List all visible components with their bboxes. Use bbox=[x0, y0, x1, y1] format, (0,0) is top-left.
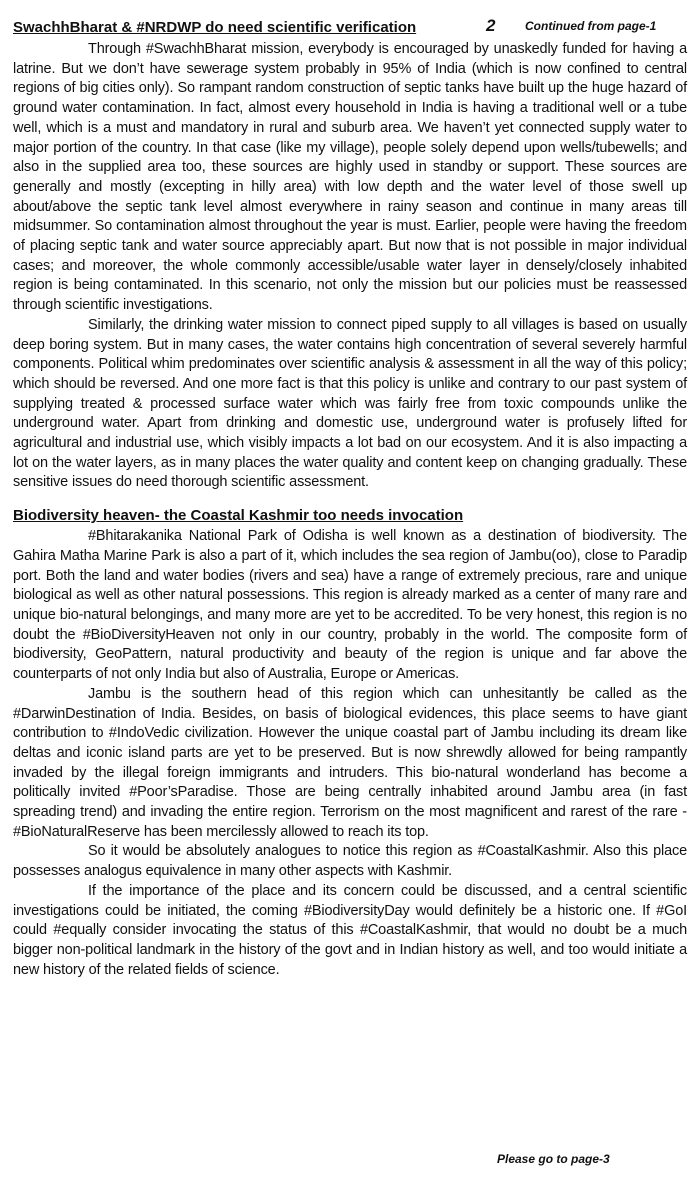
section2-body bbox=[13, 527, 687, 980]
section-divider-space bbox=[13, 493, 687, 506]
section2-paragraph-4: If the importance of the place and its concern could be discussed, and a central scientific investigations could be initiated, the coming #BiodiversityDay would definitely be a historic one. If #GoI could #equally consider invocating the status of this #CoastalKashmir, that would no doubt be a much bigger non-political landmark in the history of the govt and in Indian history as well, and too would initiate a new history of the related fields of science. bbox=[13, 882, 687, 978]
continue-note: Please go to page-3 bbox=[497, 1152, 610, 1166]
section2-paragraph-1: #Bhitarakanika National Park of Odisha is well known as a destination of biodiversity. The Gahira Matha Marine Park is also a part of it, which includes the sea region of Jambu(oo), close to Paradip port. Both the land and water bodies (rivers and sea) have a range of extremely precious, rare and unique biological as well as other natural possessions. This region is already marked as a center of many rare and unique bio-natural belongings, and many more are yet to be accredited. To be very honest, this region is no doubt the #BioDiversityHeaven not only in our country, probably in the world. The composite form of biodiversity, GeoPattern, natural productivity and beauty of the region is unique and far above the counterparts of not only India but also of Australia, Europe or Americas. bbox=[13, 528, 687, 683]
section2-paragraph-3: So it would be absolutely analogues to notice this region as #CoastalKashmir. Also this place possesses analogus equivalence in many other aspects with Kashmir. bbox=[13, 843, 687, 880]
section1-header bbox=[13, 18, 687, 40]
section1-body bbox=[13, 40, 687, 493]
section1-paragraph-1: Through #SwachhBharat mission, everybody is encouraged by unaskedly funded for having a latrine. But we don’t have sewerage system probably in 95% of India (which is now confined to central regions of big cities only). So rampant random construction of septic tanks have built up the huge hazard of ground water contamination. In fact, almost every household in India is having a traditional well or a tube well, which is a must and mandatory in rural and suburb area. We haven’t yet connected supply water to major portion of the country. In that case (like my village), people solely depend upon wells/tubewells; and also in the supplied area too, these sources are highly used in standby or support. These sources are generally and mostly (excepting in hilly area) with low depth and the water level of those swell up about/above the septic tank level almost everywhere in rainy season and continue in many areas till midsummer. So contamination almost throughout the year is must. Earlier, people were having the freedom of placing septic tank and water source appreciably apart. But now that is not possible in major individual cases; and moreover, the whole commonly accessible/usable water layer in densely/closely inhabited region is being contaminated. In this scenario, not only the mission but our policies must be reassessed through scientific investigations. bbox=[13, 41, 687, 314]
page-number: 2 bbox=[486, 16, 496, 35]
section2-title: Biodiversity heaven- the Coastal Kashmir too needs invocation bbox=[13, 507, 464, 525]
section1-title: SwachhBharat & #NRDWP do need scientific verification bbox=[13, 19, 417, 36]
section2-paragraph-2: Jambu is the southern head of this region which can unhesitantly be called as the #DarwinDestination of India. Besides, on basis of biological evidences, this place seems to have giant contribution to #IndoVedic civilization. However the unique coastal part of Jambu including its dream like deltas and iconic island parts are yet to be preserved. But is now shrewdly allowed for being rampantly invaded by the illegal foreign immigrants and intruders. This bio-natural wonderland has become a politically invited #Poor’sParadise. Those are being centrally inhabited around Jambu area (in fast spreading trend) and invading the entire region. Terrorism on the most magnificent and rarest of the rare -#BioNaturalReserve has been mercilessly allowed to reach its top. bbox=[13, 685, 687, 840]
section1-paragraph-2: Similarly, the drinking water mission to connect piped supply to all villages is based on usually deep boring system. But in many cases, the water contains high concentration of several severely harmful components. Political whim predominates over scientific analysis & assessment in all the way of this policy; which should be reversed. And one more fact is that this policy is unlike and contrary to our past system of supplying treated & processed surface water which was fairly free from toxic compounds unlike the underground water. Apart from drinking and domestic use, underground water is profusely lifted for agricultural and industrial use, which visibly impacts a lot bad on our ecosystem. And it is also impacting a lot on the water layers, as in many places the water quality and content keep on changing gradually. These sensitive issues do need thorough scientific assessment. bbox=[13, 316, 687, 491]
continued-note: Continued from page-1 bbox=[525, 19, 657, 33]
